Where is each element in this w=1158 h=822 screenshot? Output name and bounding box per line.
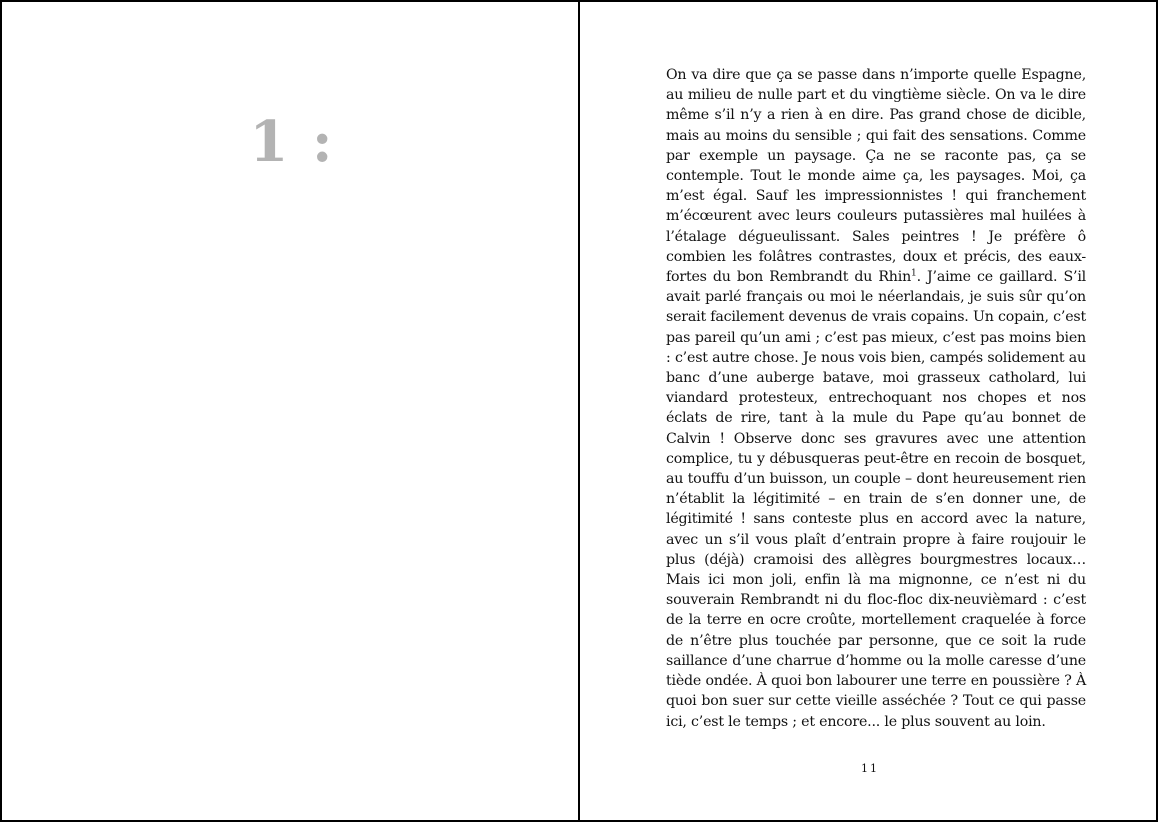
- paragraph-text-before-note: On va dire que ça se passe dans n’importe quelle Espagne, au milieu de nulle part et du vingtième siècle. On va le dire même s’il n’y a rien à en dire. Pas grand chose de dicible, mais au moins du sensible ; qui fait des sensations. Comme par exemple un paysage. Ça ne se raconte pas, ça se contemple. Tout le monde aime ça, les paysages. Moi, ça m’est égal. Sauf les impressionnistes ! qui franchement m’écœurent avec leurs couleurs putassières mal huilées à l’étalage dégueulissant. Sales peintres ! Je préfère ô combien les folâtres contrastes, doux et précis, des eaux-fortes du bon Rembrandt du Rhin: [666, 67, 1086, 286]
- right-page: [578, 0, 1158, 822]
- page-number: 11: [861, 762, 879, 775]
- body-paragraph: [666, 65, 1086, 732]
- chapter-title: 1 :: [249, 109, 335, 175]
- footnote-marker: 1: [911, 268, 917, 279]
- paragraph-text-after-note: . J’aime ce gaillard. S’il avait parlé français ou moi le néerlandais, je suis sûr qu’on serait facilement devenus de vrais copains. Un copain, c’est pas pareil qu’un ami ; c’est pas mieux, c’est pas moins bien : c’est autre chose. Je nous vois bien, campés solidement au banc d’une auberge batave, moi grasseux catholard, lui viandard protesteux, entrechoquant nos chopes et nos éclats de rire, tant à la mule du Pape qu’au bonnet de Calvin ! Observe donc ses gravures avec une attention complice, tu y débusqueras peut-être en recoin de bosquet, au touffu d’un buisson, un couple – dont heureusement rien n’établit la légitimité – en train de s’en donner une, de légitimité ! sans conteste plus en accord avec la nature, avec un s’il vous plaît d’entrain propre à faire roujouir le plus (déjà) cramoisi des allègres bourgmestres locaux… Mais ici mon joli, enfin là ma mignonne, ce n’est ni du souverain Rembrandt ni du floc-floc dix-neuvièmard : c’est de la terre en ocre croûte, mortellement craquelée à force de n’être plus touchée par personne, que ce soit la rude saillance d’une charrue d’homme ou la molle caresse d’une tiède ondée. À quoi bon labourer une terre en poussière ? À quoi bon suer sur cette vieille asséchée ? Tout ce qui passe ici, c’est le temps ; et encore... le plus souvent au loin.: [666, 269, 1086, 730]
